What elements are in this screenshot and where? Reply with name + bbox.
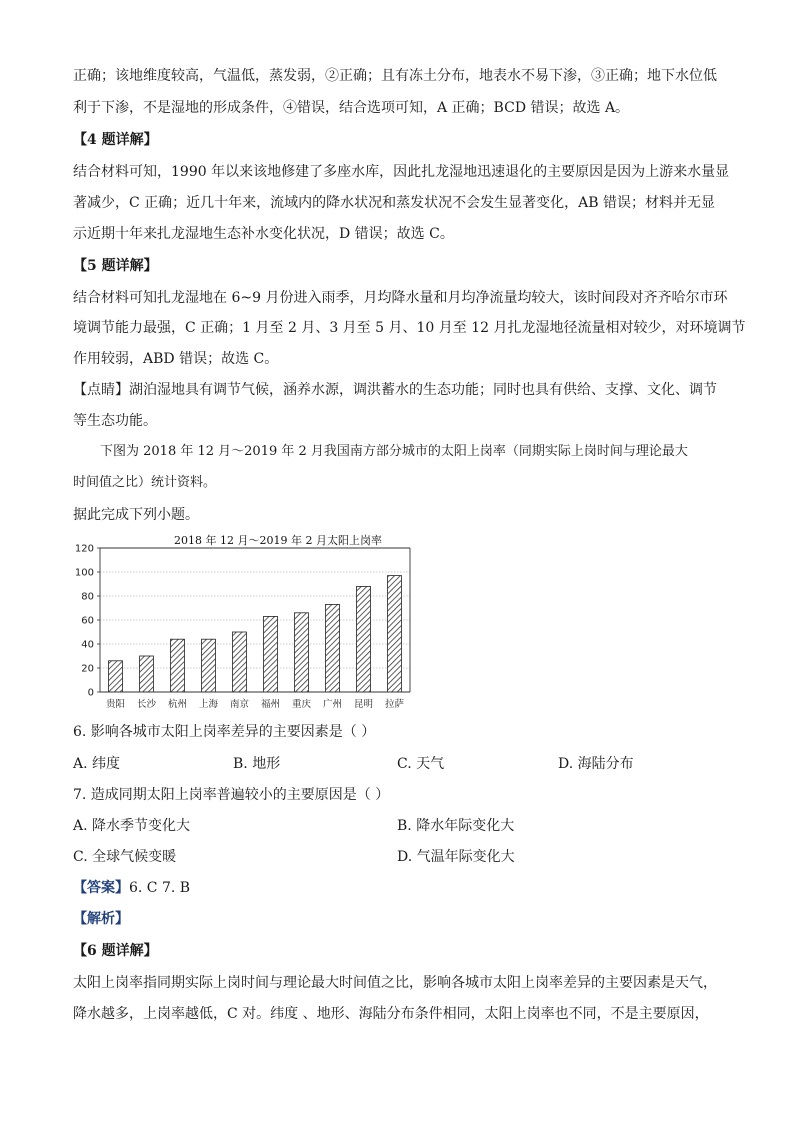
answer-line bbox=[73, 878, 190, 898]
text-line: 结合材料可知扎龙湿地在 6~9 月份进入雨季，月均降水量和月均净流量均较大，该时间段对齐齐哈尔市环 bbox=[73, 290, 728, 306]
y-tick-label: 100 bbox=[74, 567, 94, 579]
x-tick-label: 长沙 bbox=[136, 699, 157, 710]
question-7-stem: 7. 造成同期太阳上岗率普遍较小的主要原因是（ ） bbox=[73, 787, 390, 803]
answer-label: 【答案】 bbox=[73, 880, 129, 896]
y-tick-label: 80 bbox=[81, 591, 94, 603]
q6-option-b[interactable]: B. 地形 bbox=[233, 756, 281, 772]
y-tick-label: 120 bbox=[74, 543, 94, 555]
section-heading: 【5 题详解】 bbox=[73, 258, 158, 274]
bar-chart bbox=[72, 530, 422, 722]
bar-长沙 bbox=[140, 656, 154, 692]
bar-贵阳 bbox=[109, 661, 123, 692]
x-tick-label: 上海 bbox=[198, 699, 219, 710]
bars bbox=[109, 576, 402, 692]
text-line: 作用较弱，ABD 错误；故选 C。 bbox=[73, 351, 279, 367]
y-tick-label: 20 bbox=[81, 663, 94, 675]
bar-chart-svg bbox=[72, 530, 422, 722]
x-tick-label: 福州 bbox=[260, 699, 281, 710]
tip-line: 【点睛】湖泊湿地具有调节气候，涵养水源，调洪蓄水的生态功能；同时也具有供给、支撑、文化、调节 bbox=[73, 382, 717, 398]
q7-option-d[interactable]: D. 气温年际变化大 bbox=[397, 849, 515, 865]
text-line: 等生态功能。 bbox=[73, 413, 157, 429]
y-tick-label: 40 bbox=[81, 639, 94, 651]
analysis-label: 【解析】 bbox=[73, 911, 129, 927]
text-line: 降水越多，上岗率越低，C 对。纬度 、地形、海陆分布条件相同，太阳上岗率也不同，不是主要原因， bbox=[73, 1006, 709, 1022]
x-tick-label: 昆明 bbox=[353, 699, 374, 710]
q7-option-a[interactable]: A. 降水季节变化大 bbox=[73, 818, 191, 834]
bar-福州 bbox=[264, 616, 278, 692]
q7-option-b[interactable]: B. 降水年际变化大 bbox=[397, 818, 515, 834]
intro-line: 下图为 2018 年 12 月～2019 年 2 月我国南方部分城市的太阳上岗率（同期实际上岗时间与理论最大 bbox=[100, 444, 688, 459]
x-tick-label: 重庆 bbox=[291, 699, 312, 710]
x-tick-label: 拉萨 bbox=[384, 699, 405, 710]
x-tick-label: 杭州 bbox=[167, 699, 188, 710]
q7-option-c[interactable]: C. 全球气候变暖 bbox=[73, 849, 177, 865]
text-line: 著减少，C 正确；近几十年来，流域内的降水状况和蒸发状况不会发生显著变化，AB 错误；材料并无显 bbox=[73, 195, 716, 211]
bar-上海 bbox=[202, 639, 216, 692]
q6-option-d[interactable]: D. 海陆分布 bbox=[558, 756, 634, 772]
text-line: 示近期十年来扎龙湿地生态补水变化状况，D 错误；故选 C。 bbox=[73, 226, 454, 242]
q6-option-c[interactable]: C. 天气 bbox=[397, 756, 445, 772]
bar-南京 bbox=[233, 632, 247, 692]
bar-拉萨 bbox=[388, 576, 402, 692]
section-heading: 【4 题详解】 bbox=[73, 132, 158, 148]
instruction: 据此完成下列小题。 bbox=[73, 507, 199, 523]
bar-杭州 bbox=[171, 639, 185, 692]
text-line: 结合材料可知，1990 年以来该地修建了多座水库，因此扎龙湿地迅速退化的主要原因是因为上游来水量显 bbox=[73, 164, 730, 180]
q6-option-a[interactable]: A. 纬度 bbox=[73, 756, 121, 772]
section-heading: 【6 题详解】 bbox=[73, 943, 158, 959]
question-6-stem: 6. 影响各城市太阳上岗率差异的主要因素是（ ） bbox=[73, 724, 376, 740]
bar-昆明 bbox=[357, 586, 371, 692]
answer-value: 6. C 7. B bbox=[129, 880, 191, 896]
bar-重庆 bbox=[295, 613, 309, 692]
y-tick-label: 0 bbox=[87, 687, 94, 699]
x-tick-label: 贵阳 bbox=[105, 699, 126, 710]
text-line: 正确；该地维度较高，气温低，蒸发弱，②正确；且有冻土分布，地表水不易下渗，③正确；地下水位低 bbox=[73, 68, 717, 84]
bar-广州 bbox=[326, 604, 340, 692]
x-tick-label: 南京 bbox=[229, 699, 250, 710]
x-tick-label: 广州 bbox=[322, 699, 343, 710]
text-line: 境调节能力最强，C 正确；1 月至 2 月、3 月至 5 月、10 月至 12 月扎龙湿地径流量相对较少，对环境调节 bbox=[73, 320, 746, 336]
intro-line: 时间值之比）统计资料。 bbox=[73, 475, 217, 490]
y-tick-label: 60 bbox=[81, 615, 94, 627]
text-line: 太阳上岗率指同期实际上岗时间与理论最大时间值之比，影响各城市太阳上岗率差异的主要因素是天气， bbox=[73, 975, 717, 991]
chart-title: 2018 年 12 月～2019 年 2 月太阳上岗率 bbox=[174, 534, 382, 547]
text-line: 利于下渗，不是湿地的形成条件，④错误，结合选项可知，A 正确；BCD 错误；故选 A。 bbox=[73, 100, 630, 116]
